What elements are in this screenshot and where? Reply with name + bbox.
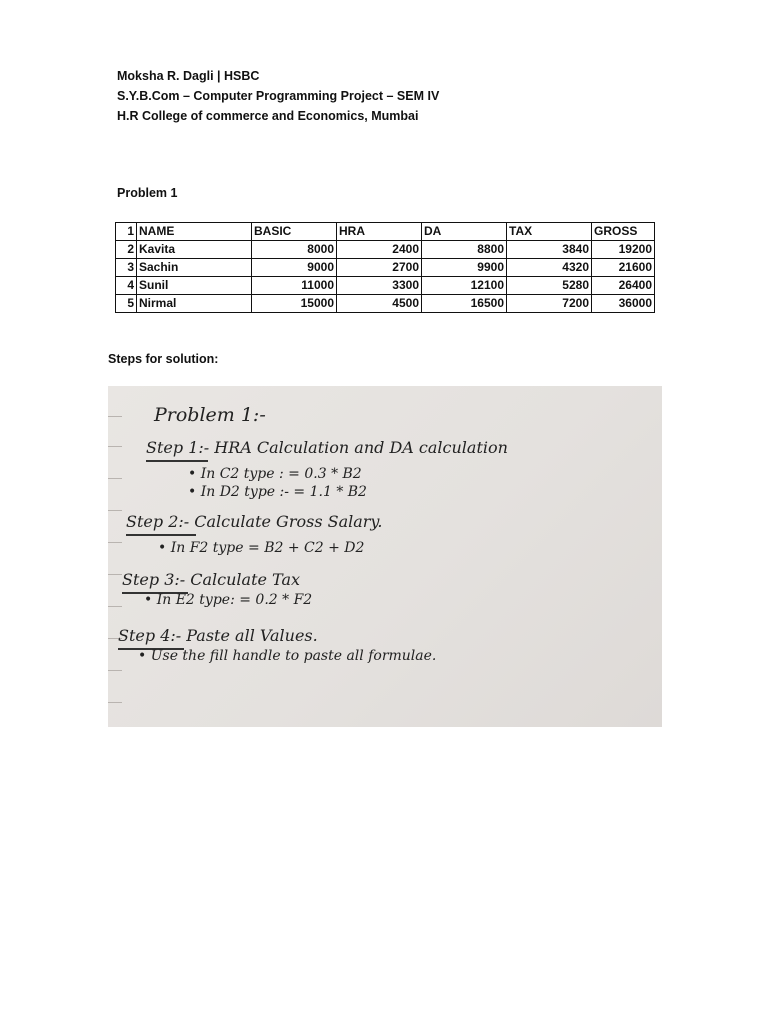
handwritten-step-4-line-a: • Use the fill handle to paste all formulae. [138,648,437,664]
hra-cell: 2400 [337,241,422,259]
step-underline [146,460,208,462]
da-cell: 8800 [422,241,507,259]
ruled-line [108,542,122,543]
row-number: 2 [116,241,137,259]
tax-cell: 4320 [507,259,592,277]
problem-title: Problem 1 [117,186,178,200]
basic-cell: 11000 [252,277,337,295]
row-number: 1 [116,223,137,241]
handwritten-step-2-line-a: • In F2 type = B2 + C2 + D2 [158,540,365,556]
basic-cell: 8000 [252,241,337,259]
college-line: H.R College of commerce and Economics, Mumbai [117,109,419,123]
table-row [116,259,655,277]
gross-cell: 19200 [592,241,655,259]
ruled-line [108,510,122,511]
gross-cell: 26400 [592,277,655,295]
column-header: NAME [137,223,252,241]
column-header: TAX [507,223,592,241]
row-number: 5 [116,295,137,313]
hra-cell: 3300 [337,277,422,295]
salary-table [115,222,655,313]
name-cell: Kavita [137,241,252,259]
hra-cell: 4500 [337,295,422,313]
tax-cell: 5280 [507,277,592,295]
table-header-row [116,223,655,241]
tax-cell: 7200 [507,295,592,313]
ruled-line [108,606,122,607]
step-underline [126,534,196,536]
course-line: S.Y.B.Com – Computer Programming Project – SEM IV [117,89,440,103]
row-number: 4 [116,277,137,295]
gross-cell: 36000 [592,295,655,313]
handwritten-step-1-line-a: • In C2 type : = 0.3 * B2 [188,466,362,482]
da-cell: 9900 [422,259,507,277]
handwritten-title: Problem 1:- [154,404,266,426]
name-cell: Sachin [137,259,252,277]
table-row [116,295,655,313]
handwritten-notes-photo [108,386,662,727]
ruled-line [108,478,122,479]
document-header [117,66,439,126]
column-header: HRA [337,223,422,241]
column-header: DA [422,223,507,241]
handwritten-step-4: Step 4:- Paste all Values. [118,626,318,645]
handwritten-step-1-line-b: • In D2 type :- = 1.1 * B2 [188,484,367,500]
basic-cell: 15000 [252,295,337,313]
ruled-line [108,416,122,417]
handwritten-step-2: Step 2:- Calculate Gross Salary. [126,512,383,531]
da-cell: 16500 [422,295,507,313]
row-number: 3 [116,259,137,277]
ruled-line [108,702,122,703]
name-cell: Sunil [137,277,252,295]
column-header: BASIC [252,223,337,241]
da-cell: 12100 [422,277,507,295]
handwritten-step-3: Step 3:- Calculate Tax [122,570,301,589]
tax-cell: 3840 [507,241,592,259]
handwritten-step-1: Step 1:- HRA Calculation and DA calculation [146,438,508,457]
gross-cell: 21600 [592,259,655,277]
notebook-margin [108,386,120,727]
basic-cell: 9000 [252,259,337,277]
column-header: GROSS [592,223,655,241]
table-row [116,277,655,295]
steps-title: Steps for solution: [108,352,219,366]
handwritten-step-3-line-a: • In E2 type: = 0.2 * F2 [144,592,313,608]
ruled-line [108,670,122,671]
author-line: Moksha R. Dagli | HSBC [117,69,260,83]
hra-cell: 2700 [337,259,422,277]
table-row [116,241,655,259]
ruled-line [108,574,122,575]
name-cell: Nirmal [137,295,252,313]
ruled-line [108,446,122,447]
